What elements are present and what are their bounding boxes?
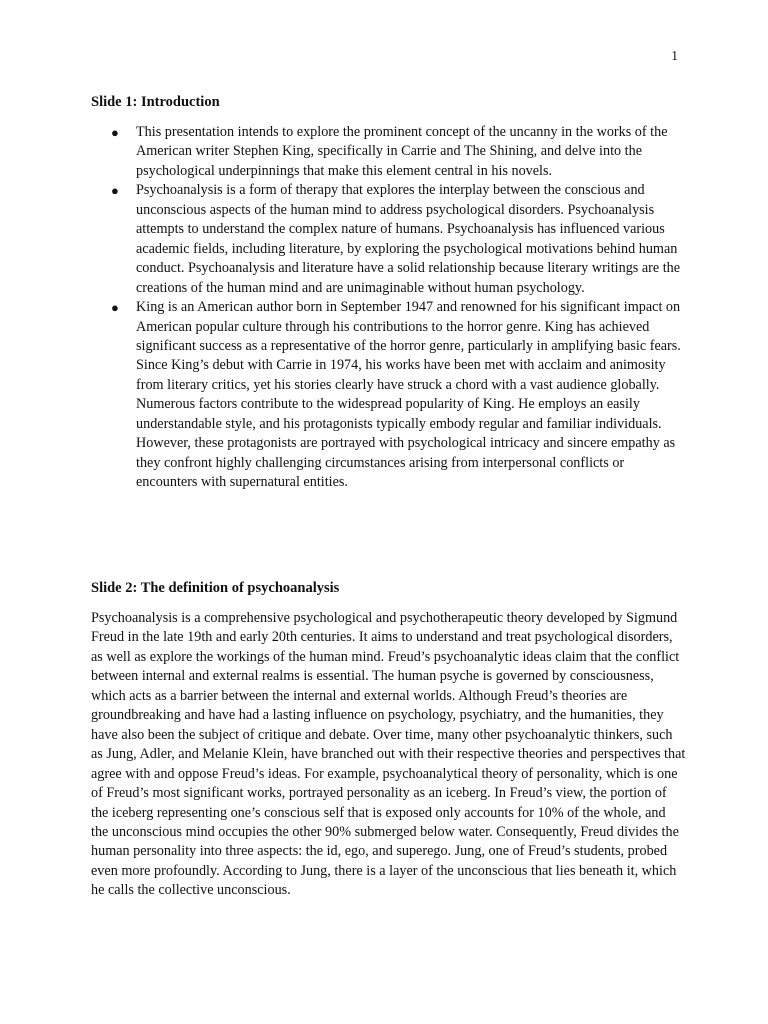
bullet-text: Psychoanalysis is a form of therapy that explores the interplay between the conscious and unconscious aspects of the human mind to address psychological disorders. Psychoanalysis attempts to understand the complex nature of humans. Psychoanalysis has influenced various academic fields, including literature, by exploring the psychological motivations behind human conduct. Psychoanalysis and literature have a solid relationship because literary writings are the creations of the human mind and are unimaginable without human psychology. <box>136 182 681 296</box>
bullet-item <box>91 123 683 181</box>
bullet-text: King is an American author born in September 1947 and renowned for his significant impact on American popular culture through his contributions to the horror genre. King has achieved significant success as a representative of the horror genre, particularly in amplifying basic fears. Since King’s debut with Carrie in 1974, his works have been met with acclaim and animosity from literary critics, yet his stories clearly have struck a chord with a vast audience globally. Numerous factors contribute to the widespread popularity of King. He employs an easily understandable style, and his protagonists typically embody regular and familiar individuals. However, these protagonists are portrayed with psychological intricacy and sincere empathy as they confront highly challenging circumstances arising from interpersonal conflicts or encounters with supernatural entities. <box>136 299 681 491</box>
slide-2-paragraph: Psychoanalysis is a comprehensive psychological and psychotherapeutic theory developed by Sigmund Freud in the late 19th and early 20th centuries. It aims to understand and treat psychological disorders, as well as explore the workings of the human mind. Freud’s psychoanalytic ideas claim that the conflict between internal and external realms is essential. The human psyche is governed by consciousness, which acts as a barrier between the internal and external worlds. Although Freud’s theories are groundbreaking and have had a lasting influence on psychology, psychiatry, and the humanities, they have also been the subject of critique and debate. Over time, many other psychoanalytic thinkers, such as Jung, Adler, and Melanie Klein, have branched out with their respective theories and perspectives that agree with and oppose Freud’s ideas. For example, psychoanalytical theory of personality, which is one of Freud’s most significant works, portrayed personality as an iceberg. In Freud’s view, the portion of the iceberg representing one’s conscious self that is exposed only accounts for 10% of the whole, and the unconscious mind occupies the other 90% submerged below water. Consequently, Freud divides the human personality into three aspects: the id, ego, and superego. Jung, one of Freud’s students, probed even more profoundly. According to Jung, there is a layer of the unconscious that lies beneath it, which he calls the collective unconscious. <box>91 610 686 899</box>
bullet-dot-icon: ● <box>111 300 119 316</box>
slide-2-heading: Slide 2: The definition of psychoanalysis <box>91 580 340 596</box>
bullet-dot-icon: ● <box>111 125 119 140</box>
bullet-text: This presentation intends to explore the prominent concept of the uncanny in the works of the American writer Stephen King, specifically in Carrie and The Shining, and delve into the psychological underpinnings that make this element central in his novels. <box>136 124 668 179</box>
bullet-item <box>91 181 683 298</box>
slide-1-bullet-list <box>91 123 683 493</box>
page-number: 1 <box>671 48 678 63</box>
bullet-item <box>91 298 683 493</box>
slide-1-heading: Slide 1: Introduction <box>91 94 220 110</box>
bullet-dot-icon: ● <box>111 183 119 199</box>
